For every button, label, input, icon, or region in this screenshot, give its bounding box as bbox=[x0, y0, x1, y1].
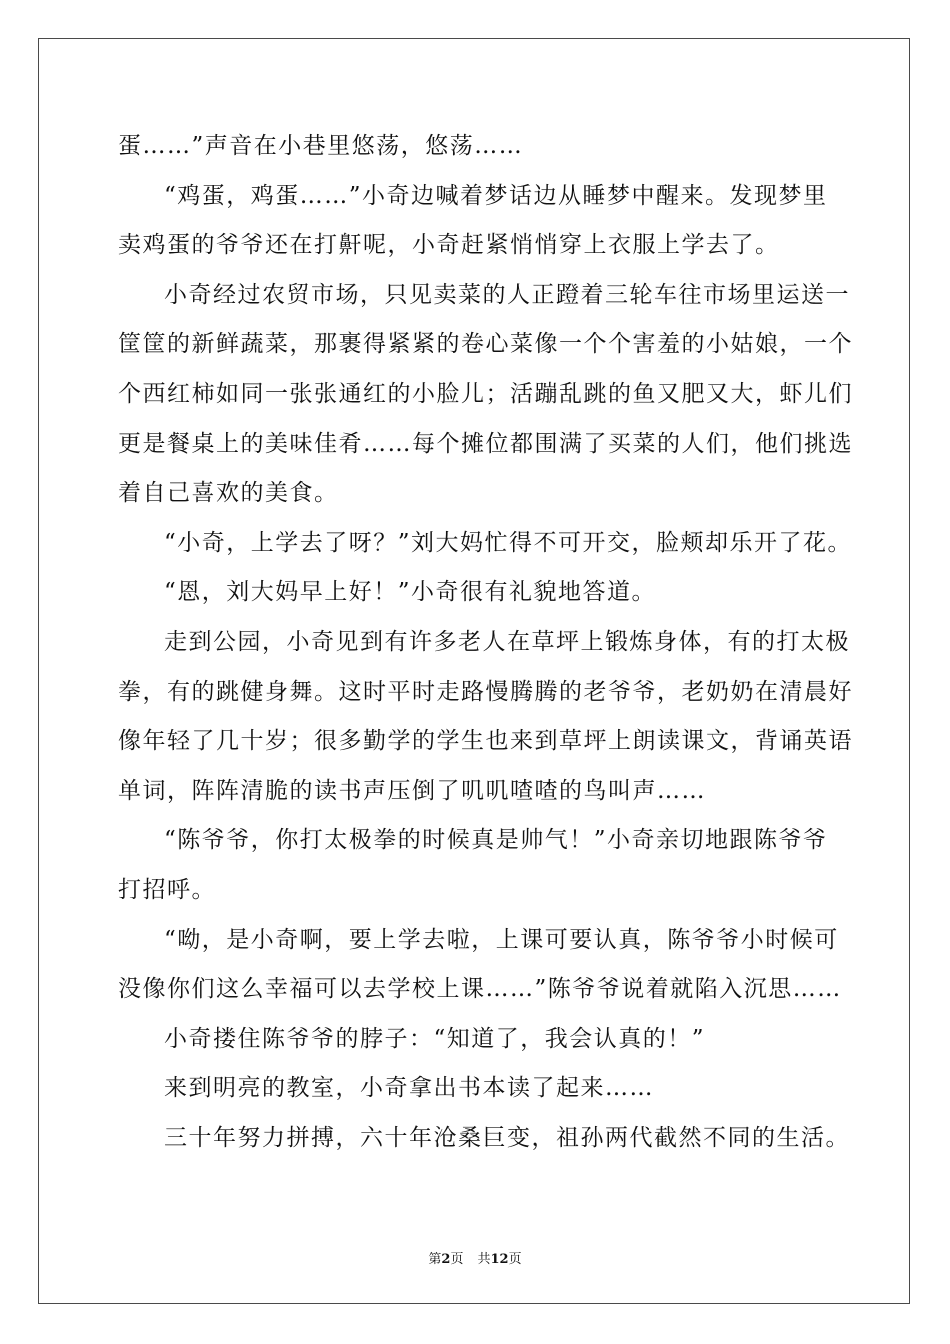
text-line: 像年轻了几十岁；很多勤学的学生也来到草坪上朗读课文，背诵英语 bbox=[118, 728, 853, 755]
text-line: 单词，阵阵清脆的读书声压倒了叽叽喳喳的鸟叫声…… bbox=[118, 777, 706, 804]
text-line: 更是餐桌上的美味佳肴……每个摊位都围满了买菜的人们，他们挑选 bbox=[118, 430, 853, 457]
text-line: “陈爷爷，你打太极拳的时候真是帅气！”小奇亲切地跟陈爷爷 bbox=[164, 827, 828, 854]
total-prefix: 共 bbox=[477, 1252, 491, 1267]
total-suffix: 页 bbox=[508, 1252, 522, 1267]
text-line: 蛋……”声音在小巷里悠荡，悠荡…… bbox=[118, 133, 524, 159]
page-prefix: 第 bbox=[428, 1252, 442, 1267]
text-line: 卖鸡蛋的爷爷还在打鼾呢，小奇赶紧悄悄穿上衣服上学去了。 bbox=[118, 232, 780, 259]
text-line: 着自己喜欢的美食。 bbox=[118, 480, 339, 507]
text-line: 拳，有的跳健身舞。这时平时走路慢腾腾的老爷爷，老奶奶在清晨好 bbox=[118, 678, 853, 705]
text-line: “小奇，上学去了呀？”刘大妈忙得不可开交，脸颊却乐开了花。 bbox=[164, 529, 853, 556]
text-line: 来到明亮的教室，小奇拿出书本读了起来…… bbox=[164, 1075, 654, 1102]
text-line: “鸡蛋，鸡蛋……”小奇边喊着梦话边从睡梦中醒来。发现梦里 bbox=[164, 182, 828, 209]
text-line: 小奇搂住陈爷爷的脖子：“知道了，我会认真的！” bbox=[164, 1025, 706, 1052]
page-total: 12 bbox=[490, 1252, 509, 1267]
text-line: 个西红柿如同一张张通红的小脸儿；活蹦乱跳的鱼又肥又大，虾儿们 bbox=[118, 380, 853, 407]
text-line: 三十年努力拼搏，六十年沧桑巨变，祖孙两代截然不同的生活。 bbox=[164, 1124, 850, 1151]
text-line: 打招呼。 bbox=[118, 876, 216, 903]
page-current: 2 bbox=[441, 1252, 451, 1267]
page-suffix: 页 bbox=[450, 1252, 464, 1267]
text-line: 没像你们这么幸福可以去学校上课……”陈爷爷说着就陷入沉思…… bbox=[118, 976, 842, 1003]
text-line: “呦，是小奇啊，要上学去啦，上课可要认真，陈爷爷小时候可 bbox=[164, 926, 839, 953]
text-line: 筐筐的新鲜蔬菜，那裹得紧紧的卷心菜像一个个害羞的小姑娘，一个 bbox=[118, 331, 853, 358]
document-body bbox=[118, 122, 853, 1163]
text-line: “恩，刘大妈早上好！”小奇很有礼貌地答道。 bbox=[164, 579, 657, 606]
text-line: 小奇经过农贸市场，只见卖菜的人正蹬着三轮车往市场里运送一 bbox=[164, 281, 850, 308]
text-line: 走到公园，小奇见到有许多老人在草坪上锻炼身体，有的打太极 bbox=[164, 628, 850, 655]
page-footer bbox=[0, 1248, 950, 1267]
